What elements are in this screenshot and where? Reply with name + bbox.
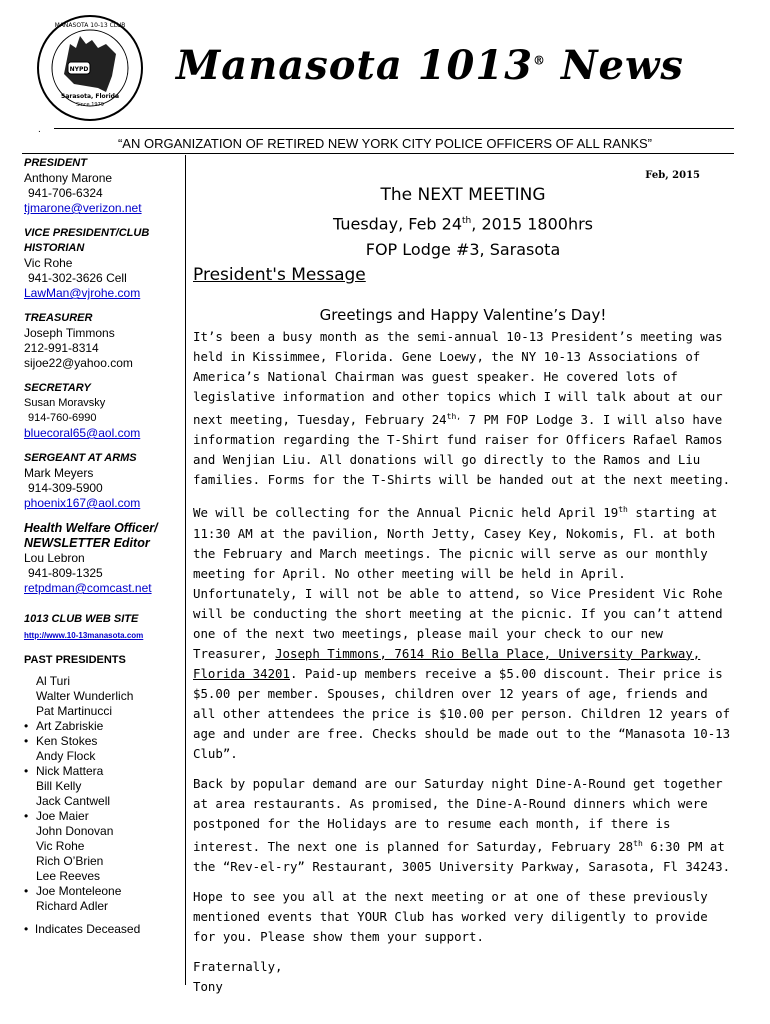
vp-email-link[interactable]: LawMan@vjrohe.com — [24, 286, 141, 300]
newsletter-editor-title: NEWSLETTER Editor — [24, 536, 150, 550]
secretary-title: SECRETARY — [24, 382, 91, 394]
treasurer-title: TREASURER — [24, 312, 93, 324]
sergeant-email-link[interactable]: phoenix167@aol.com — [24, 496, 141, 510]
tagline: “AN ORGANIZATION OF RETIRED NEW YORK CITY POLICE OFFICERS OF ALL RANKS” — [117, 136, 653, 151]
logo-location: Sarasota, Florida — [61, 93, 119, 100]
deceased-legend: • Indicates Deceased — [24, 922, 141, 936]
vp-name: Vic Rohe — [24, 256, 73, 270]
president-email-link[interactable]: tjmarone@verizon.net — [24, 201, 142, 215]
paragraph-1: It’s been a busy month as the semi-annual 10-13 President’s meeting was held in Kissimmee, Florida. Gene Loewy, the NY 10-13 Associations of America’s National Chairman was guest speaker. He covered lots of legislative information and other topics which I will talk about at our next meeting, Tuesday, February $24^{th,}$ 7 PM FOP Lodge 3. I will also have information regarding the T-Shirt fund raiser for Officers Rafael Ramos and Wenjian Liu. All donations will go directly to the Ramos and Liu families. Forms for the T-Shirts will be handed out at the next meeting. — [193, 329, 731, 488]
past-president-item: Lee Reeves — [36, 869, 101, 883]
past-president-item: Andy Flock — [36, 749, 96, 763]
divider — [54, 128, 734, 129]
website-title: 1013 CLUB WEB SITE — [24, 613, 139, 625]
meeting-when: Tuesday, Feb 24th, 2015 1800hrs — [332, 214, 594, 234]
logo-ring-text: MANASOTA 10-13 CLUB — [54, 22, 126, 29]
past-president-item: Rich O’Brien — [36, 854, 104, 868]
issue-date: Feb, 2015 — [645, 170, 700, 181]
closing: Fraternally, — [193, 958, 283, 974]
past-president-item: Walter Wunderlich — [36, 689, 134, 703]
vp-phone: 941-302-3626 Cell — [28, 271, 127, 285]
president-phone: 941-706-6324 — [28, 186, 103, 200]
treasurer-phone: 212-991-8314 — [24, 341, 99, 355]
stray-dot: . — [38, 124, 41, 135]
meeting-where: FOP Lodge #3, Sarasota — [365, 240, 561, 260]
sergeant-name: Mark Meyers — [24, 466, 94, 480]
greeting: Greetings and Happy Valentine’s Day! — [319, 306, 607, 325]
sergeant-title: SERGEANT AT ARMS — [24, 452, 137, 464]
paragraph-4: Hope to see you all at the next meeting or at one of these previously mentioned events that YOUR Club has worked very diligently to provide for you. Please show them your support. — [193, 888, 708, 944]
signature: Tony — [193, 978, 223, 994]
past-president-item: • Nick Mattera — [24, 764, 184, 779]
past-presidents-title: PAST PRESIDENTS — [24, 654, 126, 666]
logo-since: Since 1979 — [76, 102, 104, 108]
past-president-item: • Joe Maier — [24, 809, 184, 824]
treasurer-email: sijoe22@yahoo.com — [24, 356, 133, 370]
hw-name: Lou Lebron — [24, 551, 85, 565]
meeting-title: The NEXT MEETING — [380, 185, 546, 205]
paragraph-3: Back by popular demand are our Saturday night Dine-A-Round get together at area restaurants. As promised, the Dine-A-Round dinners which were postponed for the Holidays are to resume each month, if there is interest. The next one is planned for Saturday, February 28th 6:30 PM at the “Rev-el-ry” Restaurant, 3005 University Parkway, Sarasota, Fl 34243. — [193, 775, 731, 874]
president-title: PRESIDENT — [24, 157, 87, 169]
past-president-item: Jack Cantwell — [36, 794, 111, 808]
presidents-message-heading: President's Message — [193, 265, 366, 286]
hw-email-link[interactable]: retpdman@comcast.net — [24, 581, 152, 595]
paragraph-2: We will be collecting for the Annual Picnic held April 19th starting at 11:30 AM at the pavilion, North Jetty, Casey Key, Nokomis, Fl. at both the February and March meetings. The picnic will serve as our monthly meeting for April. No other meeting will be held in April. Unfortunately, I will not be able to attend, so Vice President Vic Rohe will be conducting the short meeting at the picnic. If you can’t attend one of the next two meetings, please mail your check to our new Treasurer, Joseph Timmons, 7614 Rio Bella Place, University Parkway, Florida 34201. Paid-up members receive a $5.00 discount. Their price is $5.00 per member. Spouses, children over 12 years of age, friends and all other attendees the price is $10.00 per person. Children 12 years of age and under are free. Checks should be made out to the “Manasota 10-13 Club”. — [193, 505, 731, 761]
past-president-item: • Ken Stokes — [24, 734, 184, 749]
website-link[interactable]: http://www.10-13manasota.com — [24, 631, 144, 640]
past-president-item: Bill Kelly — [36, 779, 82, 793]
past-president-item: Richard Adler — [36, 899, 109, 913]
divider — [22, 153, 734, 154]
past-president-item: • Art Zabriskie — [24, 719, 184, 734]
past-president-item: • Joe Monteleone — [24, 884, 184, 899]
past-president-item: Vic Rohe — [36, 839, 85, 853]
treasurer-name: Joseph Timmons — [24, 326, 115, 340]
secretary-email-link[interactable]: bluecoral65@aol.com — [24, 426, 141, 440]
vp-title: VICE PRESIDENT/CLUB HISTORIAN — [24, 227, 150, 254]
club-logo — [36, 14, 144, 122]
past-president-item: Al Turi — [36, 674, 71, 688]
secretary-name: Susan Moravsky — [24, 397, 106, 409]
sergeant-phone: 914-309-5900 — [28, 481, 103, 495]
president-name: Anthony Marone — [24, 171, 113, 185]
officers-sidebar — [24, 156, 184, 937]
logo-badge: NYPD — [69, 66, 89, 73]
past-presidents-list — [24, 674, 184, 914]
meeting-block — [193, 182, 733, 263]
main-column — [193, 168, 733, 997]
hw-phone: 941-809-1325 — [28, 566, 103, 580]
past-president-item: Pat Martinucci — [36, 704, 113, 718]
secretary-phone: 914-760-6990 — [28, 412, 97, 424]
past-president-item: John Donovan — [36, 824, 114, 838]
health-welfare-title: Health Welfare Officer/ — [24, 521, 158, 535]
masthead-title: Manasota 1013® News — [176, 42, 684, 89]
column-divider — [185, 155, 186, 985]
